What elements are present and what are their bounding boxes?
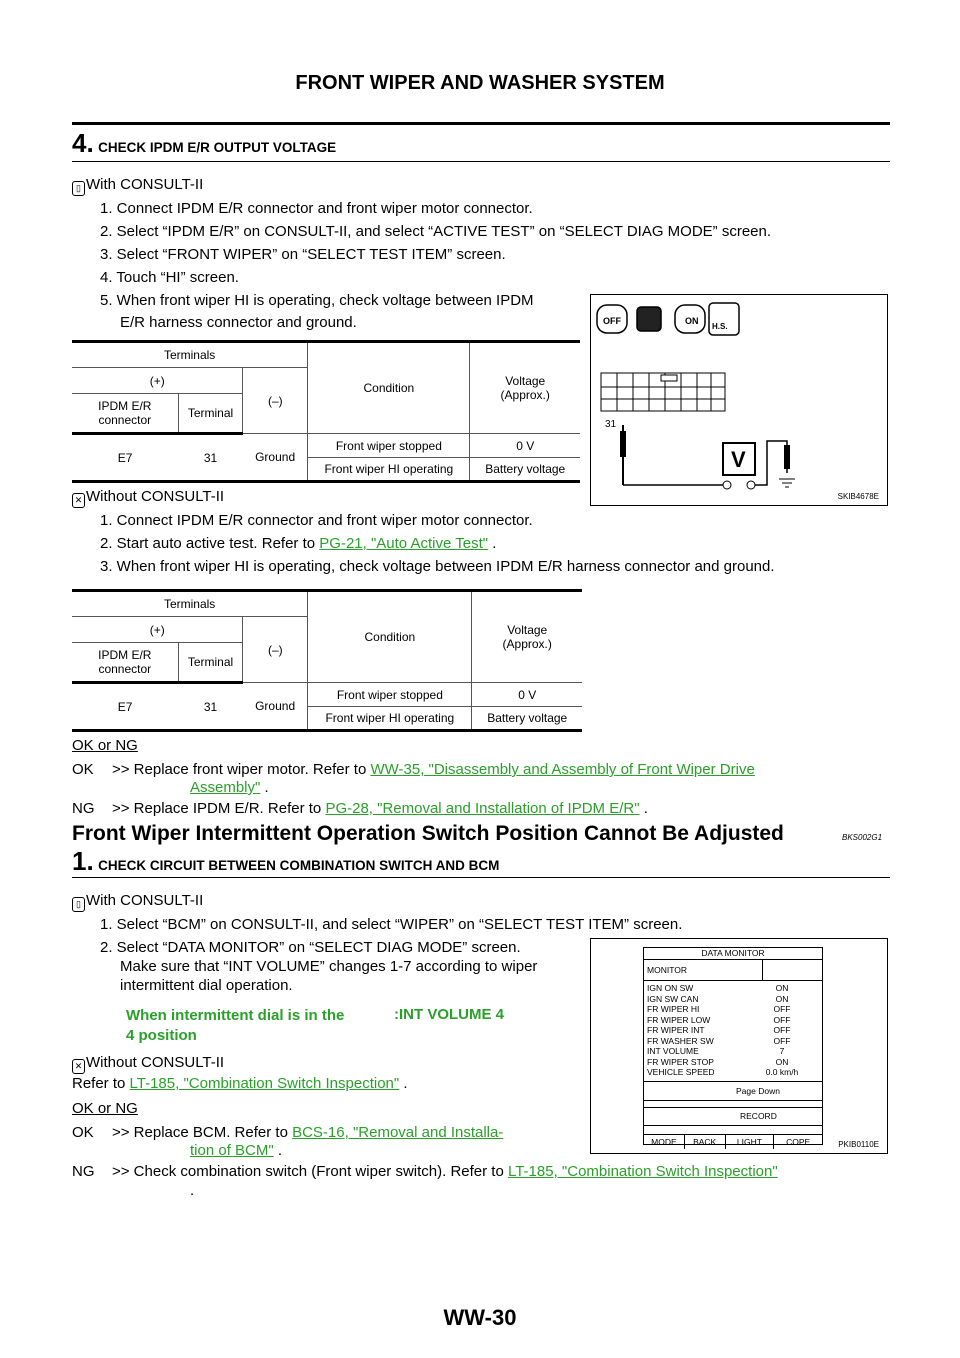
th-terminal: Terminal — [178, 394, 243, 434]
th-plus: (+) — [72, 617, 243, 643]
step-number: 4. — [72, 128, 94, 158]
ok-or-ng: OK or NG — [72, 1100, 138, 1117]
section-code: BKS002G1 — [842, 833, 883, 842]
ref-link[interactable]: Assembly" — [190, 779, 261, 796]
ref-link[interactable]: PG-21, "Auto Active Test" — [319, 535, 489, 552]
no-consult-icon: ✕ — [72, 493, 85, 508]
cope-button[interactable]: COPE — [786, 1137, 811, 1147]
th-plus: (+) — [72, 368, 243, 394]
condition-note: When intermittent dial is in the 4 position — [126, 1007, 345, 1044]
svg-text:OFF: OFF — [603, 316, 621, 326]
monitor-row: INT VOLUME 7 — [647, 1046, 785, 1056]
ref-link[interactable]: WW-35, "Disassembly and Assembly of Front Wiper Drive — [370, 761, 755, 778]
step4b-item: 3. When front wiper HI is operating, check voltage between IPDM E/R harness connector and ground. — [100, 558, 775, 575]
ref-link[interactable]: BCS-16, "Removal and Installa- — [292, 1124, 504, 1141]
ok-result-cont: Assembly" . — [190, 779, 269, 796]
ok-or-ng: OK or NG — [72, 737, 138, 754]
voltage-table-1 — [72, 340, 580, 483]
monitor-row: IGN SW CAN ON — [647, 993, 789, 1004]
step-number: 1. — [72, 846, 94, 876]
th-voltage: Voltage (Approx.) — [472, 591, 582, 683]
figure-code: PKIB0110E — [838, 1140, 879, 1149]
step1-item: 1. Select “BCM” on CONSULT-II, and select “WIPER” on “SELECT TEST ITEM” screen. — [100, 916, 683, 933]
mode-button[interactable]: MODE — [644, 1135, 685, 1149]
monitor-row: FR WIPER STOP ON — [647, 1056, 789, 1067]
step-title: CHECK IPDM E/R OUTPUT VOLTAGE — [98, 140, 337, 155]
cell-terminal: 31 — [178, 683, 243, 731]
cell-condition: Front wiper stopped — [308, 434, 470, 458]
cell-connector: E7 — [72, 683, 178, 731]
ref-link[interactable]: LT-185, "Combination Switch Inspection" — [507, 1163, 778, 1180]
screen-button-bar — [644, 1135, 822, 1149]
record-button[interactable]: RECORD — [644, 1108, 822, 1126]
step4-item: 5. When front wiper HI is operating, check voltage between IPDM — [100, 292, 534, 309]
th-ipdm: IPDM E/R connector — [72, 643, 178, 683]
step4b-item: 1. Connect IPDM E/R connector and front wiper motor connector. — [100, 512, 533, 529]
section-title: Front Wiper Intermittent Operation Switch Position Cannot Be Adjusted — [72, 822, 784, 845]
monitor-row: FR WIPER LOW OFF — [647, 1014, 791, 1025]
ng-dot: . — [190, 1182, 195, 1199]
th-voltage: Voltage (Approx.) — [470, 342, 580, 434]
step4-item: 4. Touch “HI” screen. — [100, 269, 239, 286]
monitor-list — [644, 981, 822, 1082]
cell-terminal: 31 — [178, 434, 243, 482]
th-condition: Condition — [308, 342, 470, 434]
th-minus: (–) — [243, 368, 308, 434]
th-minus: (–) — [243, 617, 308, 683]
voltage-check-figure — [590, 294, 888, 506]
ng-result: NG >> Replace IPDM E/R. Refer to PG-28, "Removal and Installation of IPDM E/R" . — [72, 800, 648, 817]
screen-title: DATA MONITOR — [644, 948, 822, 960]
without-consult-label: ✕ Without CONSULT-II — [72, 1052, 224, 1074]
cell-ground: Ground — [243, 434, 308, 482]
step-title: CHECK CIRCUIT BETWEEN COMBINATION SWITCH AND BCM — [98, 858, 500, 873]
consult-screen — [643, 947, 823, 1145]
back-button[interactable]: BACK — [685, 1135, 726, 1149]
monitor-row: FR WIPER HI OFF — [647, 1004, 791, 1014]
monitor-row: FR WIPER INT OFF — [647, 1025, 791, 1035]
th-ipdm: IPDM E/R connector — [72, 394, 178, 434]
figure-code: SKIB4678E — [837, 492, 879, 501]
step4b-item: 2. Start auto active test. Refer to PG-21, "Auto Active Test" . — [100, 535, 497, 552]
svg-text:H.S.: H.S. — [712, 322, 728, 331]
step1-item: Make sure that “INT VOLUME” changes 1-7 according to wiper — [120, 958, 538, 975]
voltage-check-illustration — [591, 295, 887, 505]
screen-head: MONITOR — [644, 960, 822, 981]
monitor-row: IGN ON SW ON — [647, 983, 789, 993]
step1-item: 2. Select “DATA MONITOR” on “SELECT DIAG MODE” screen. — [100, 939, 521, 956]
ref-link[interactable]: LT-185, "Combination Switch Inspection" — [129, 1075, 400, 1092]
th-condition: Condition — [308, 591, 472, 683]
voltage-table-2 — [72, 589, 582, 732]
ng-result: NG >> Check combination switch (Front wiper switch). Refer to LT-185, "Combination Switch Inspection" — [72, 1163, 778, 1180]
cell-condition: Front wiper stopped — [308, 683, 472, 707]
without-consult-label: ✕ Without CONSULT-II — [72, 486, 224, 508]
cell-condition: Front wiper HI operating — [308, 707, 472, 731]
consult-icon: ▯ — [72, 897, 85, 912]
step4-item: 1. Connect IPDM E/R connector and front wiper motor connector. — [100, 200, 533, 217]
cell-voltage: 0 V — [472, 683, 582, 707]
monitor-row: FR WASHER SW OFF — [647, 1035, 791, 1046]
cell-condition: Front wiper HI operating — [308, 458, 470, 482]
ok-result: OK >> Replace BCM. Refer to BCS-16, "Removal and Installa- — [72, 1124, 504, 1141]
th-terminal: Terminal — [178, 643, 243, 683]
step-rule — [72, 877, 890, 878]
monitor-row: VEHICLE SPEED 0.0 km/h — [647, 1067, 799, 1077]
refer-line: Refer to LT-185, "Combination Switch Inspection" . — [72, 1075, 408, 1092]
cell-voltage: 0 V — [470, 434, 580, 458]
page-number: WW-30 — [443, 1305, 517, 1330]
light-button[interactable]: LIGHT — [726, 1135, 775, 1149]
page-down-button[interactable]: Page Down — [644, 1082, 822, 1101]
step4-item: 2. Select “IPDM E/R” on CONSULT-II, and select “ACTIVE TEST” on “SELECT DIAG MODE” screen. — [100, 223, 772, 240]
cell-voltage: Battery voltage — [472, 707, 582, 731]
ref-link[interactable]: tion of BCM" — [190, 1142, 274, 1159]
step4-item: E/R harness connector and ground. — [120, 314, 357, 331]
with-consult-label: ▯ With CONSULT-II — [72, 174, 203, 196]
condition-value: :INT VOLUME 4 — [394, 1006, 505, 1023]
pin-label: 31 — [605, 419, 617, 430]
th-terminals: Terminals — [72, 342, 308, 368]
ok-result-cont: tion of BCM" . — [190, 1142, 283, 1159]
data-monitor-figure — [590, 938, 888, 1154]
ok-result: OK >> Replace front wiper motor. Refer to WW-35, "Disassembly and Assembly of Front Wiper Drive — [72, 761, 755, 778]
cell-ground: Ground — [243, 683, 308, 731]
page-header-title: FRONT WIPER AND WASHER SYSTEM — [295, 72, 665, 94]
cell-voltage: Battery voltage — [470, 458, 580, 482]
consult-icon: ▯ — [72, 181, 85, 196]
step-4-heading — [72, 128, 336, 159]
ref-link[interactable]: PG-28, "Removal and Installation of IPDM E/R" — [325, 800, 640, 817]
th-terminals: Terminals — [72, 591, 308, 617]
header-rule — [72, 122, 890, 125]
svg-text:ON: ON — [685, 316, 699, 326]
no-consult-icon: ✕ — [72, 1059, 85, 1074]
with-consult-label: ▯ With CONSULT-II — [72, 890, 203, 912]
step4-item: 3. Select “FRONT WIPER” on “SELECT TEST ITEM” screen. — [100, 246, 506, 263]
cell-connector: E7 — [72, 434, 178, 482]
step-rule — [72, 161, 890, 162]
step1-item: intermittent dial operation. — [120, 977, 293, 994]
step-1-heading — [72, 846, 499, 877]
svg-text:V: V — [731, 447, 746, 472]
